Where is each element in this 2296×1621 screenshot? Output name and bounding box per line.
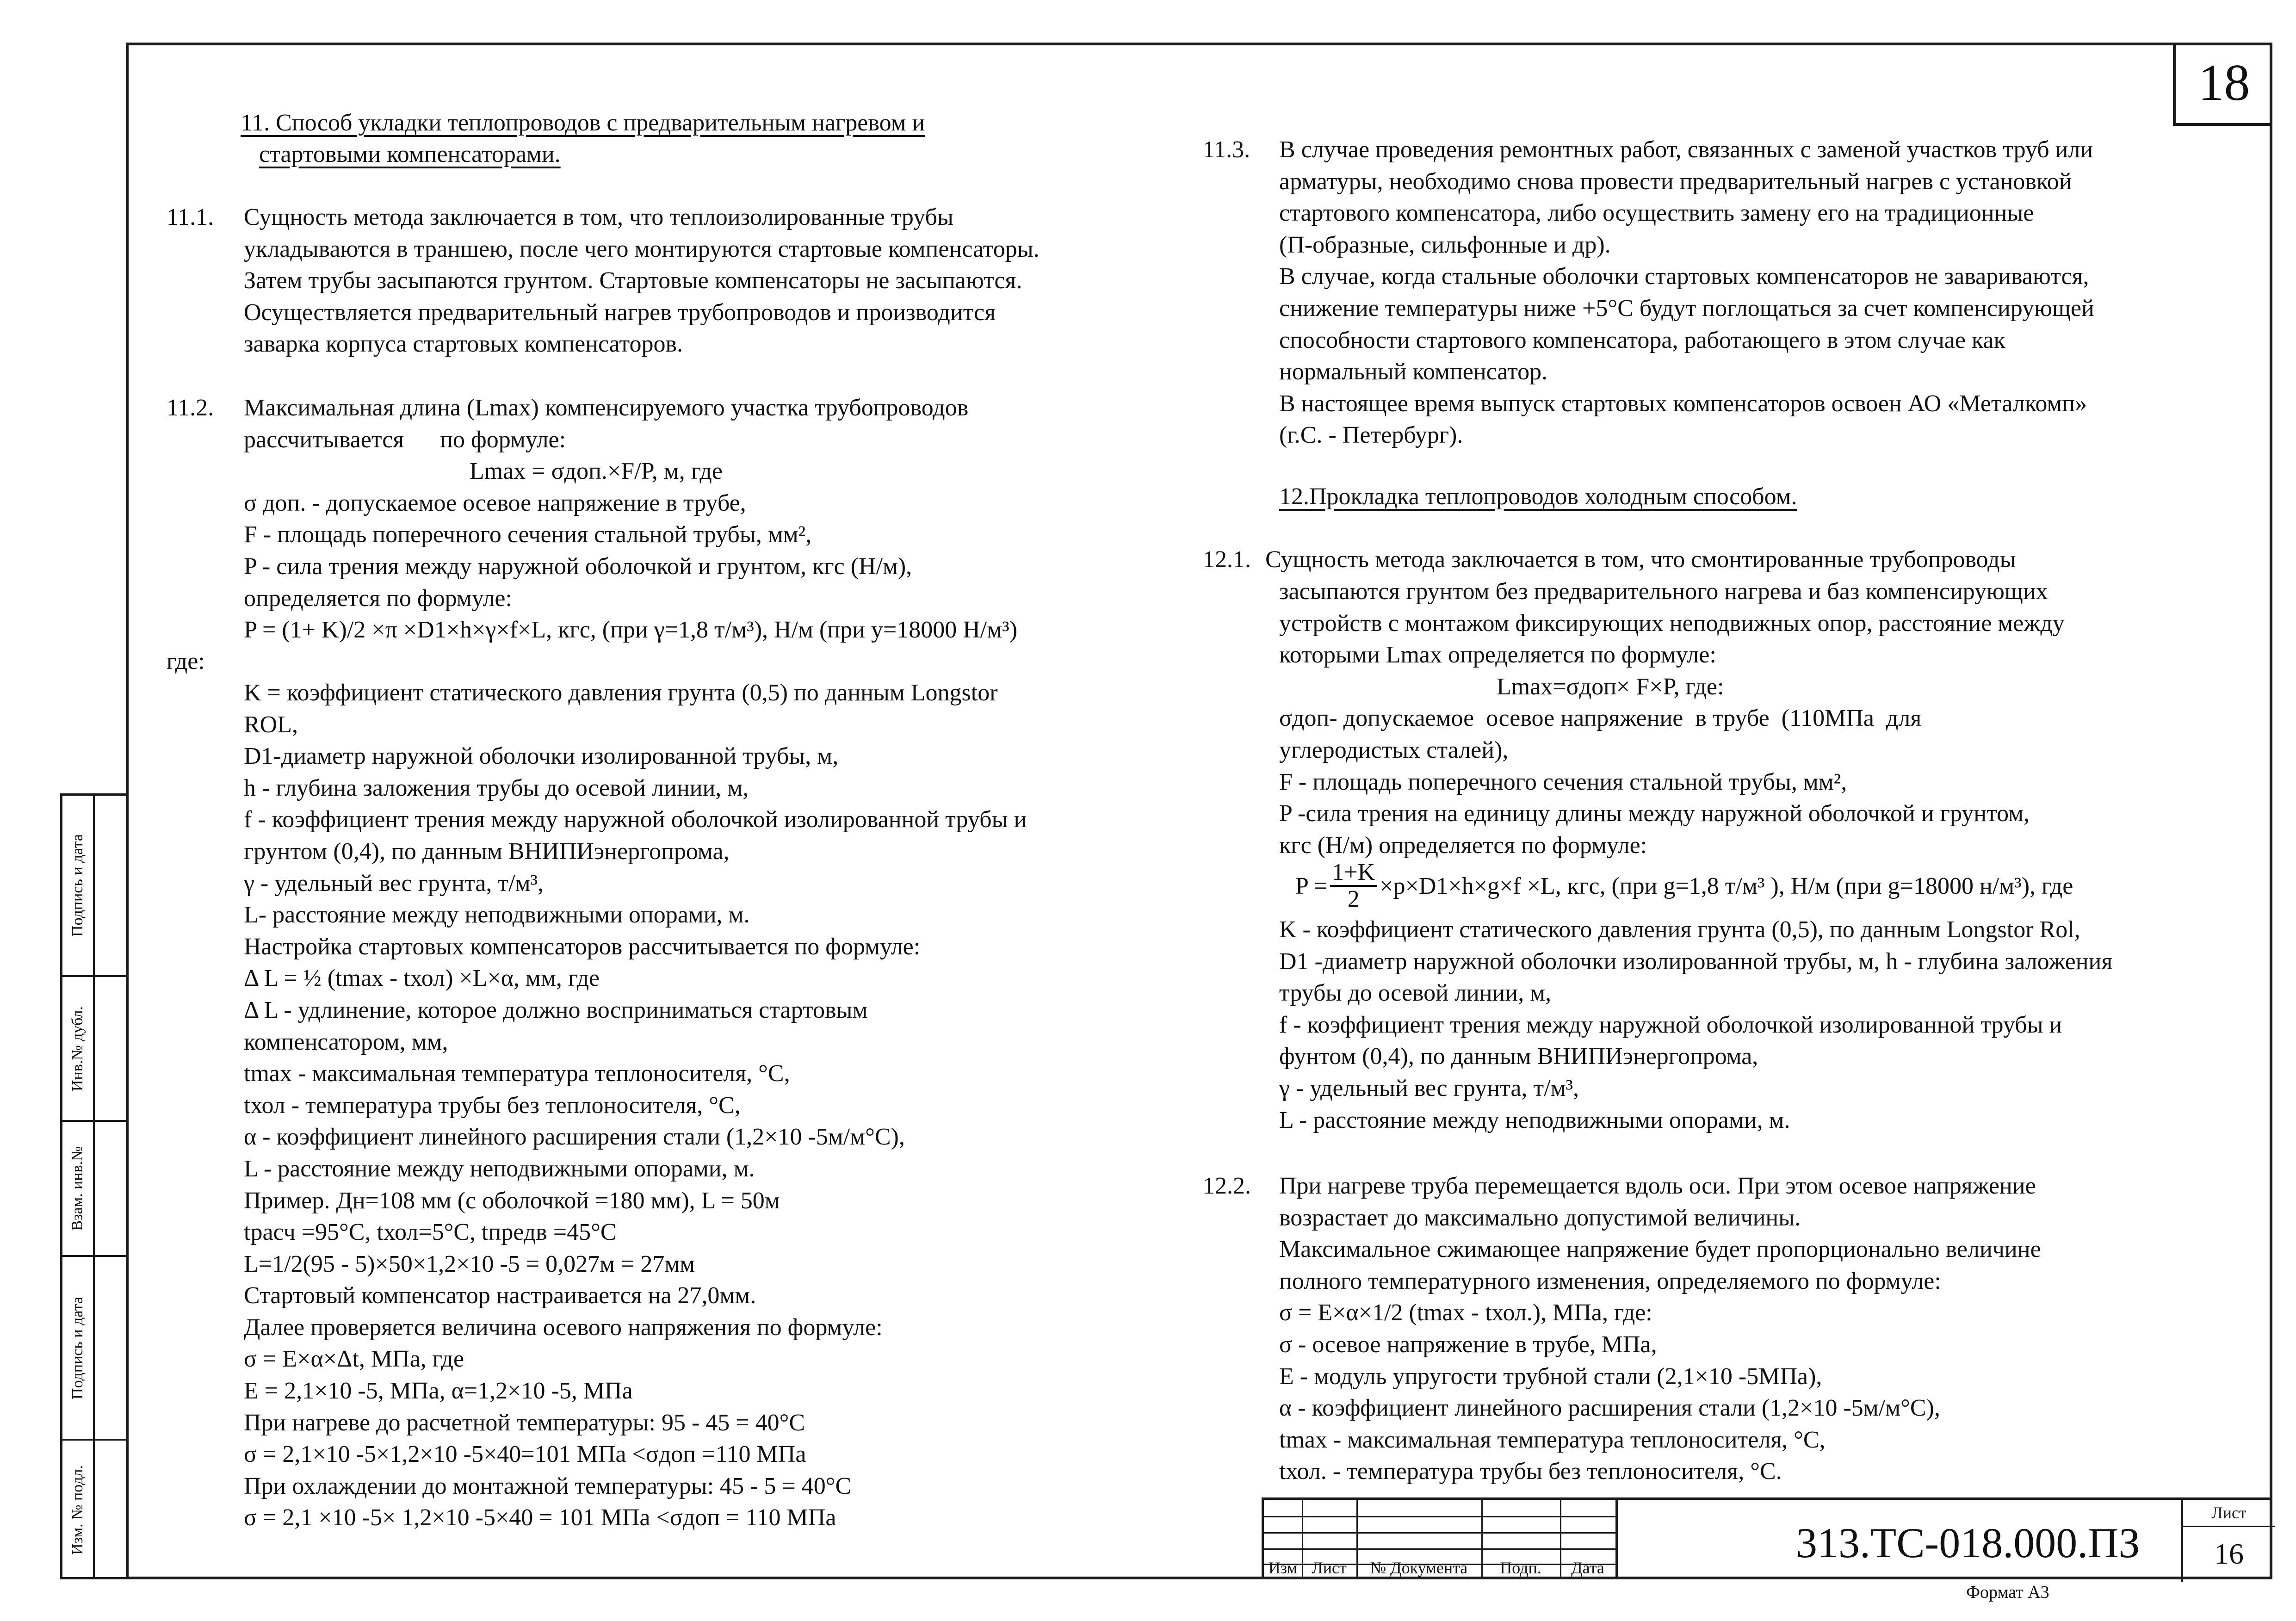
p121-label: 12.1. <box>1203 546 1251 573</box>
col-list: Лист <box>1312 1559 1347 1577</box>
p121-line: углеродистых сталей), <box>1279 736 1509 763</box>
definition-line: L=1/2(95 - 5)×50×1,2×10 -5 = 0,027м = 27мм <box>244 1250 695 1277</box>
p121-line: кгс (Н/м) определяется по формуле: <box>1279 832 1647 859</box>
side-cell <box>62 796 126 977</box>
definition-line: Δ L = ½ (tmax - tхол) ×L×α, мм, где <box>244 965 600 992</box>
definition-line: h - глубина заложения трубы до осевой линии, м, <box>244 774 749 801</box>
p112-body <box>244 392 1017 646</box>
side-cell-label: Взам. инв.№ <box>69 1146 87 1231</box>
p113-line: стартового компенсатора, либо осуществить замену его на традиционные <box>1279 200 2034 227</box>
definition-line: трубы до осевой линии, м, <box>1279 980 1552 1007</box>
definition-line: Δ L - удлинение, которое должно восприниматься стартовым <box>244 996 868 1023</box>
section-12-heading: 12.Прокладка теплопроводов холодным способом. <box>1279 483 1797 510</box>
p113-line: способности стартового компенсатора, работающего в этом случае как <box>1279 327 2005 353</box>
format-label: Формат А3 <box>1966 1583 2049 1602</box>
side-cell <box>62 1441 126 1579</box>
p111-line: Затем трубы засыпаются грунтом. Стартовые компенсаторы не засыпаются. <box>244 267 1022 294</box>
p112-line: F - площадь поперечного сечения стальной трубы, мм², <box>244 521 812 548</box>
p111-line: укладываются в траншею, после чего монтируются стартовые компенсаторы. <box>244 235 1040 262</box>
p112-definitions <box>244 677 1027 1534</box>
p122-line: tхол. - температура трубы без теплоносителя, °С. <box>1279 1458 1782 1485</box>
p121-line: которыми Lmax определяется по формуле: <box>1279 642 1716 668</box>
p122-line: σ - осевое напряжение в трубе, МПа, <box>1279 1331 1657 1358</box>
section-11-heading-line2: стартовыми компенсаторами. <box>259 141 561 167</box>
p121-first-line: Сущность метода заключается в том, что смонтированные трубопроводы <box>1265 546 2016 573</box>
side-cell <box>62 977 126 1122</box>
side-cell <box>62 1257 126 1441</box>
definition-line: α - коэффициент линейного расширения стали (1,2×10 -5м/м°С), <box>244 1124 905 1151</box>
p121-body <box>1279 576 2065 861</box>
p122-line: tmax - максимальная температура теплоносителя, °С, <box>1279 1426 1826 1453</box>
definition-line: L - расстояние между неподвижными опорами, м. <box>244 1155 755 1182</box>
p122-line: σ = E×α×1/2 (tmax - tхол.), МПа, где: <box>1279 1299 1652 1326</box>
p113-line: В настоящее время выпуск стартовых компенсаторов освоен АО «Металкомп» <box>1279 390 2087 417</box>
definition-line: f - коэффициент трения между наружной оболочкой изолированной трубы и <box>244 806 1027 833</box>
where-label: где: <box>167 648 205 674</box>
side-stamp <box>60 793 126 1579</box>
definition-line: При охлаждении до монтажной температуры: 45 - 5 = 40°С <box>244 1473 852 1499</box>
formula-fraction <box>1330 860 1377 912</box>
p121-definitions <box>1279 914 2112 1136</box>
p113-line: снижение температуры ниже +5°С будут поглощаться за счет компенсирующей <box>1279 295 2094 322</box>
p113-line: В случае проведения ремонтных работ, связанных с заменой участков труб или <box>1279 136 2093 163</box>
formula-rest: ×p×D1×h×g×f ×L, кгс, (при g=1,8 т/м³ ), Н/м (при g=18000 н/м³), где <box>1380 872 2073 899</box>
definition-line: tрасч =95°С, tхол=5°С, tпредв =45°С <box>244 1219 617 1246</box>
p122-label: 12.2. <box>1203 1173 1251 1199</box>
p111-label: 11.1. <box>167 204 214 230</box>
definition-line: tхол - температура трубы без теплоносителя, °С, <box>244 1092 741 1119</box>
definition-line: D1-диаметр наружной оболочки изолированной трубы, м, <box>244 743 839 770</box>
p122-line: возрастает до максимально допустимой величины. <box>1279 1204 1801 1231</box>
side-cell-label: Подпись и дата <box>69 834 86 937</box>
definition-line: грунтом (0,4), по данным ВНИПИэнергопрома, <box>244 838 730 865</box>
definition-line: K = коэффициент статического давления грунта (0,5) по данным Longstor <box>244 680 998 706</box>
list-label: Лист <box>2183 1500 2275 1527</box>
section-11-heading-line1: 11. Способ укладки теплопроводов с предварительным нагревом и <box>241 110 925 136</box>
definition-line: D1 -диаметр наружной оболочки изолированной трубы, м, h - глубина заложения <box>1279 948 2113 975</box>
definition-line: γ - удельный вес грунта, т/м³, <box>244 870 544 897</box>
definition-line: f - коэффициент трения между наружной оболочкой изолированной трубы и <box>1279 1011 2062 1038</box>
side-cell <box>62 1122 126 1257</box>
p112-line: рассчитывается по формуле: <box>244 426 566 453</box>
p122-line: полного температурного изменения, определяемого по формуле: <box>1279 1268 1941 1294</box>
p112-formula: P = (1+ K)/2 ×π ×D1×h×γ×f×L, кгс, (при γ=1,8 т/м³), Н/м (при у=18000 Н/м³) <box>244 617 1018 643</box>
col-izm: Изм <box>1268 1559 1298 1577</box>
document-code: 313.ТС-018.000.ПЗ <box>1796 1519 2140 1566</box>
p113-body <box>1279 134 2094 452</box>
p112-label: 11.2. <box>167 395 214 421</box>
p111-line: Осуществляется предварительный нагрев трубопроводов и производится <box>244 299 996 326</box>
col-document: № Документа <box>1370 1559 1468 1577</box>
definition-line: Настройка стартовых компенсаторов рассчитывается по формуле: <box>244 933 921 960</box>
side-cell-label: Подпись и дата <box>69 1296 86 1399</box>
list-number: 16 <box>2214 1537 2244 1570</box>
definition-line: фунтом (0,4), по данным ВНИПИэнергопрома, <box>1279 1043 1758 1070</box>
p113-line: (г.С. - Петербург). <box>1279 422 1463 449</box>
definition-line: Далее проверяется величина осевого напряжения по формуле: <box>244 1314 883 1341</box>
definition-line: L - расстояние между неподвижными опорами, м. <box>1279 1107 1790 1133</box>
definition-line: K - коэффициент статического давления грунта (0,5), по данным Longstor Rol, <box>1279 916 2080 943</box>
title-block <box>1262 1497 2272 1579</box>
p121-line: засыпаются грунтом без предварительного нагрева и баз компенсирующих <box>1279 578 2048 605</box>
col-signature: Подп. <box>1500 1559 1541 1577</box>
p121-line: σдоп- допускаемое осевое напряжение в трубе (110МПа для <box>1279 705 1922 732</box>
side-cell-label: Инв.№ дубл. <box>69 1006 87 1091</box>
definition-line: ROL, <box>244 711 298 738</box>
p122-line: При нагреве труба перемещается вдоль оси. При этом осевое напряжение <box>1279 1173 2036 1199</box>
p112-line: Максимальная длина (Lmax) компенсируемого участка трубопроводов <box>244 395 969 421</box>
p111-body <box>244 202 1040 360</box>
p121-line: устройств с монтажом фиксирующих неподвижных опор, расстояние между <box>1279 610 2065 637</box>
p121-line: Lmax=σдоп× F×P, где: <box>1497 673 1724 700</box>
definition-line: компенсатором, мм, <box>244 1028 448 1055</box>
p112-line: σ доп. - допускаемое осевое напряжение в трубе, <box>244 489 746 516</box>
p113-label: 11.3. <box>1203 136 1250 163</box>
definition-line: σ = E×α×Δt, МПа, где <box>244 1346 464 1373</box>
definition-line: γ - удельный вес грунта, т/м³, <box>1279 1075 1579 1101</box>
p112-formula: Lmax = σдоп.×F/P, м, где <box>470 458 723 485</box>
p111-line: заварка корпуса стартовых компенсаторов. <box>244 331 683 358</box>
fraction-denominator: 2 <box>1347 886 1360 912</box>
p122-line: E - модуль упругости трубной стали (2,1×10 -5МПа), <box>1279 1363 1822 1390</box>
p112-line: определяется по формуле: <box>244 585 512 612</box>
p121-line: P -сила трения на единицу длины между наружной оболочкой и грунтом, <box>1279 800 2030 827</box>
definition-line: σ = 2,1×10 -5×1,2×10 -5×40=101 МПа <σдоп =110 МПа <box>244 1441 806 1468</box>
sheet-number: 18 <box>2173 43 2272 126</box>
definition-line: Стартовый компенсатор настраивается на 27,0мм. <box>244 1282 756 1309</box>
definition-line: L- расстояние между неподвижными опорами, м. <box>244 902 750 928</box>
definition-line: Пример. Дн=108 мм (с оболочкой =180 мм), L = 50м <box>244 1187 780 1214</box>
formula-prefix: P = <box>1295 872 1328 899</box>
definition-line: При нагреве до расчетной температуры: 95 - 45 = 40°С <box>244 1409 805 1436</box>
p113-line: арматуры, необходимо снова провести предварительный нагрев с установкой <box>1279 168 2072 195</box>
fraction-numerator: 1+K <box>1330 860 1377 887</box>
p112-line: P - сила трения между наружной оболочкой и грунтом, кгс (Н/м), <box>244 553 912 580</box>
col-date: Дата <box>1571 1559 1604 1577</box>
list-box <box>2181 1500 2275 1582</box>
p122-body <box>1279 1170 2041 1488</box>
definition-line: σ = 2,1 ×10 -5× 1,2×10 -5×40 = 101 МПа <σдоп = 110 МПа <box>244 1504 836 1531</box>
p122-line: α - коэффициент линейного расширения стали (1,2×10 -5м/м°С), <box>1279 1395 1940 1422</box>
p121-line: F - площадь поперечного сечения стальной трубы, мм², <box>1279 768 1847 795</box>
side-cell-label: Изм. № подл. <box>69 1465 87 1555</box>
definition-line: E = 2,1×10 -5, МПа, α=1,2×10 -5, МПа <box>244 1378 633 1404</box>
definition-line: tmax - максимальная температура теплоносителя, °С, <box>244 1060 790 1087</box>
p113-line: нормальный компенсатор. <box>1279 359 1548 385</box>
p113-line: В случае, когда стальные оболочки стартовых компенсаторов не завариваются, <box>1279 263 2089 290</box>
p111-line: Сущность метода заключается в том, что теплоизолированные трубы <box>244 204 953 230</box>
p121-formula <box>1295 860 2073 911</box>
p122-line: Максимальное сжимающее напряжение будет пропорционально величине <box>1279 1236 2041 1263</box>
p113-line: (П-образные, сильфонные и др). <box>1279 231 1611 258</box>
